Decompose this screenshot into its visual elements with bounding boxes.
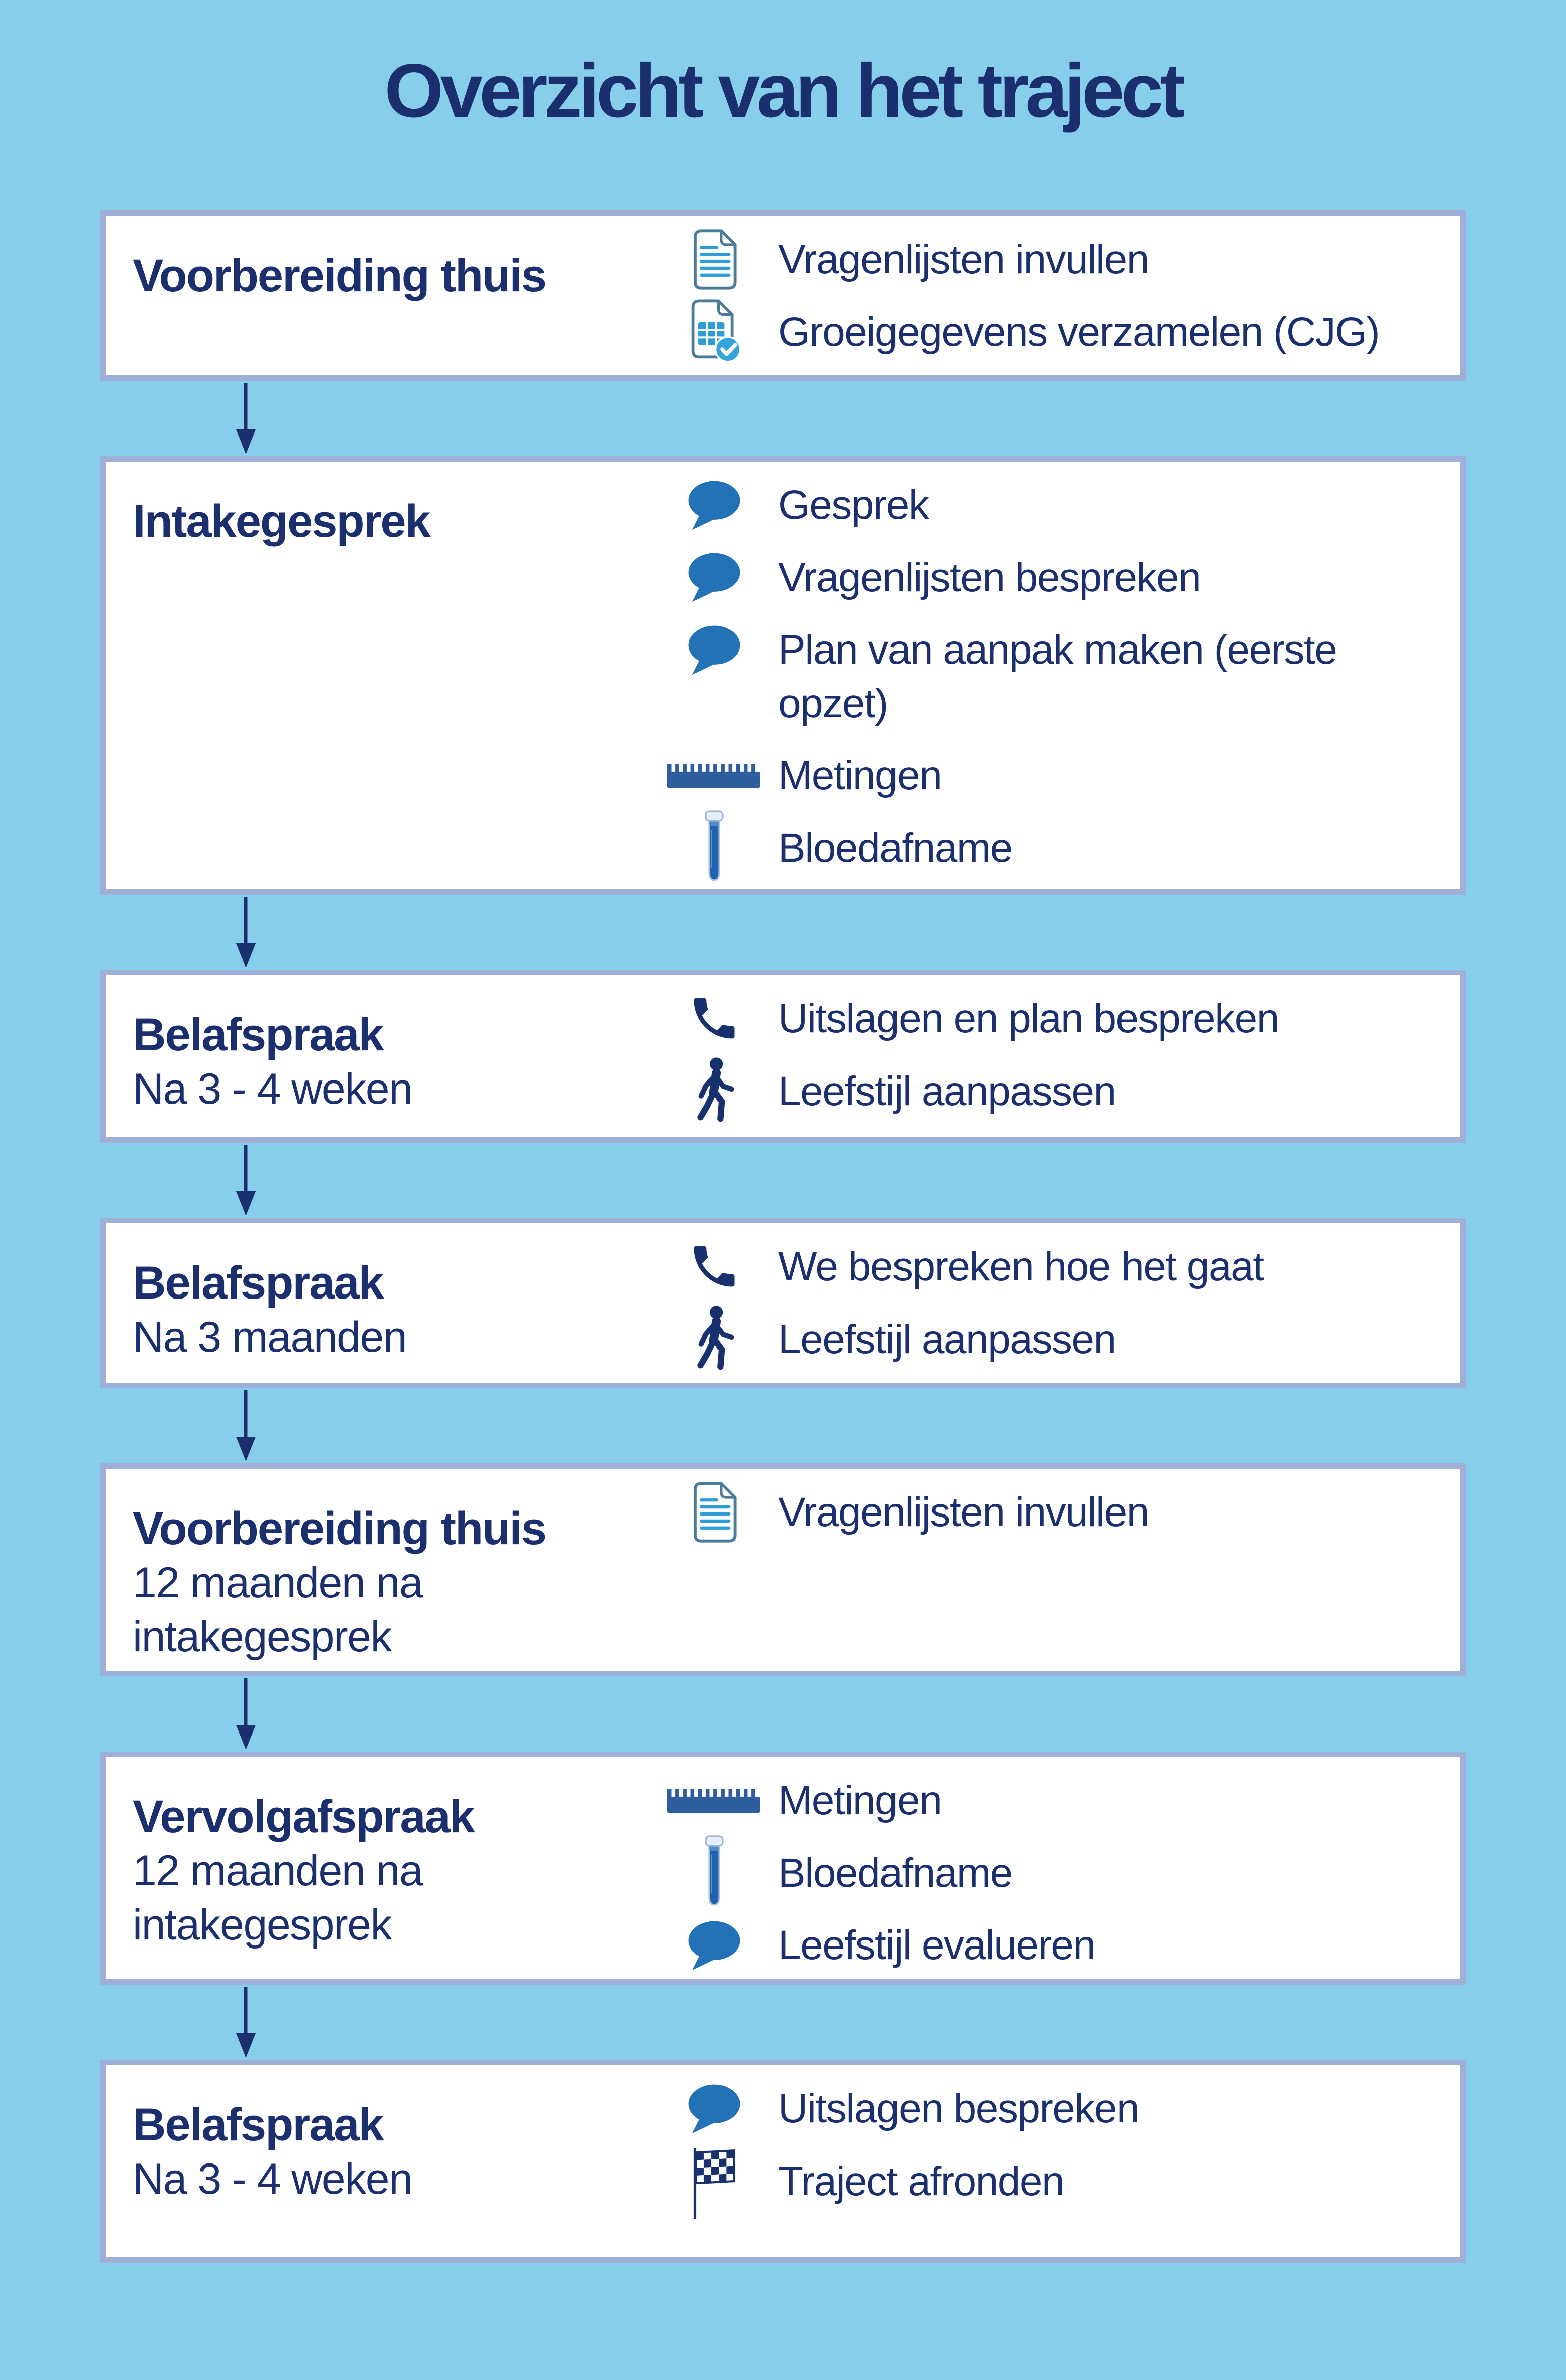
activity-row	[664, 994, 1440, 1046]
activity-label: Vragenlijsten invullen	[778, 1489, 1149, 1535]
activity-label: Leefstijl aanpassen	[778, 1316, 1116, 1362]
activity-row	[664, 1242, 1440, 1294]
phase-activities	[664, 1488, 1440, 1540]
questionnaire-document-icon	[664, 1488, 764, 1536]
activity-row	[664, 308, 1440, 359]
phone-icon	[664, 1242, 764, 1290]
phase-subtitle: Na 3 - 4 weken	[133, 1065, 412, 1114]
activity-label: Plan van aanpak maken (eerste opzet)	[778, 627, 1337, 726]
phase-subtitle: 12 maanden na intakegesprek	[133, 1559, 423, 1661]
phase-heading-group	[133, 1776, 664, 1952]
down-arrow-icon	[230, 1985, 262, 2059]
activity-label: Leefstijl evalueren	[778, 1922, 1095, 1969]
blood-tube-icon	[664, 824, 764, 872]
phase-title: Voorbereiding thuis	[133, 250, 546, 301]
flow-gap	[100, 1143, 1466, 1218]
activity-label: Bloedafname	[778, 1850, 1012, 1896]
phase-activities	[664, 1242, 1440, 1366]
phase-box-7	[100, 2060, 1466, 2263]
phase-box-5	[100, 1463, 1466, 1676]
phase-subtitle: Na 3 - 4 weken	[133, 2155, 412, 2204]
flow-gap	[100, 1676, 1466, 1752]
page-title: Overzicht van het traject	[384, 48, 1182, 133]
flow-gap	[100, 381, 1466, 456]
phase-box-2	[100, 456, 1466, 895]
walking-person-icon	[664, 1067, 764, 1115]
activity-row	[664, 1776, 1440, 1828]
phase-activities	[664, 994, 1440, 1118]
activity-row	[664, 2157, 1440, 2209]
activity-label: Gesprek	[778, 482, 929, 528]
phase-title: Voorbereiding thuis	[133, 1503, 546, 1554]
activity-row	[664, 824, 1440, 876]
measuring-ruler-icon	[664, 1776, 764, 1824]
phase-heading-group	[133, 994, 664, 1117]
measuring-ruler-icon	[664, 751, 764, 799]
questionnaire-document-icon	[664, 235, 764, 283]
phase-title: Belafspraak	[133, 1009, 383, 1060]
phase-heading-group	[133, 1488, 664, 1664]
down-arrow-icon	[230, 1143, 262, 1217]
flow-gap	[100, 1388, 1466, 1463]
phone-icon	[664, 994, 764, 1042]
flow-container	[100, 210, 1466, 2263]
phase-activities	[664, 2084, 1440, 2208]
activity-label: We bespreken hoe het gaat	[778, 1244, 1264, 1289]
activity-label: Vragenlijsten invullen	[778, 237, 1149, 282]
down-arrow-icon	[230, 1388, 262, 1462]
activity-label: Traject afronden	[778, 2158, 1064, 2204]
walking-person-icon	[664, 1315, 764, 1363]
phase-box-6	[100, 1752, 1466, 1985]
activity-row	[664, 1849, 1440, 1900]
down-arrow-icon	[230, 1676, 262, 1751]
blood-tube-icon	[664, 1849, 764, 1897]
activity-label: Vragenlijsten bespreken	[778, 554, 1201, 600]
flow-gap	[100, 1985, 1466, 2060]
activity-row	[664, 481, 1440, 532]
activity-row	[664, 625, 1440, 730]
activity-row	[664, 235, 1440, 287]
growth-data-checklist-icon	[664, 308, 764, 356]
flow-gap	[100, 895, 1466, 970]
activity-row	[664, 1067, 1440, 1119]
activity-label: Uitslagen en plan bespreken	[778, 996, 1279, 1041]
activity-row	[664, 1315, 1440, 1367]
activity-label: Bloedafname	[778, 825, 1012, 871]
speech-bubble-icon	[664, 625, 764, 674]
speech-bubble-icon	[664, 1921, 764, 1969]
activity-label: Groeigegevens verzamelen (CJG)	[778, 309, 1380, 355]
phase-activities	[664, 235, 1440, 359]
phase-title: Belafspraak	[133, 1257, 383, 1309]
phase-box-3	[100, 970, 1466, 1143]
speech-bubble-icon	[664, 553, 764, 601]
phase-box-1	[100, 210, 1466, 381]
activity-label: Metingen	[778, 1778, 942, 1823]
phase-heading-group	[133, 235, 664, 303]
phase-title: Belafspraak	[133, 2099, 383, 2150]
phase-activities	[664, 481, 1440, 876]
phase-subtitle: 12 maanden na intakegesprek	[133, 1847, 423, 1949]
phase-heading-group	[133, 481, 664, 549]
activity-label: Uitslagen bespreken	[778, 2086, 1139, 2131]
phase-heading-group	[133, 1242, 664, 1365]
activity-row	[664, 553, 1440, 605]
activity-label: Leefstijl aanpassen	[778, 1068, 1116, 1114]
down-arrow-icon	[230, 381, 262, 455]
activity-row	[664, 1921, 1440, 1973]
phase-title: Intakegesprek	[133, 496, 430, 547]
activity-row	[664, 1488, 1440, 1540]
finish-flag-icon	[664, 2157, 764, 2205]
speech-bubble-icon	[664, 2084, 764, 2132]
phase-title: Vervolgafspraak	[133, 1791, 474, 1842]
speech-bubble-icon	[664, 481, 764, 529]
phase-activities	[664, 1776, 1440, 1973]
phase-heading-group	[133, 2084, 664, 2207]
traject-infographic	[0, 48, 1566, 2380]
down-arrow-icon	[230, 895, 262, 969]
phase-box-4	[100, 1218, 1466, 1388]
activity-label: Metingen	[778, 753, 942, 799]
activity-row	[664, 751, 1440, 803]
activity-row	[664, 2084, 1440, 2136]
phase-subtitle: Na 3 maanden	[133, 1313, 407, 1362]
